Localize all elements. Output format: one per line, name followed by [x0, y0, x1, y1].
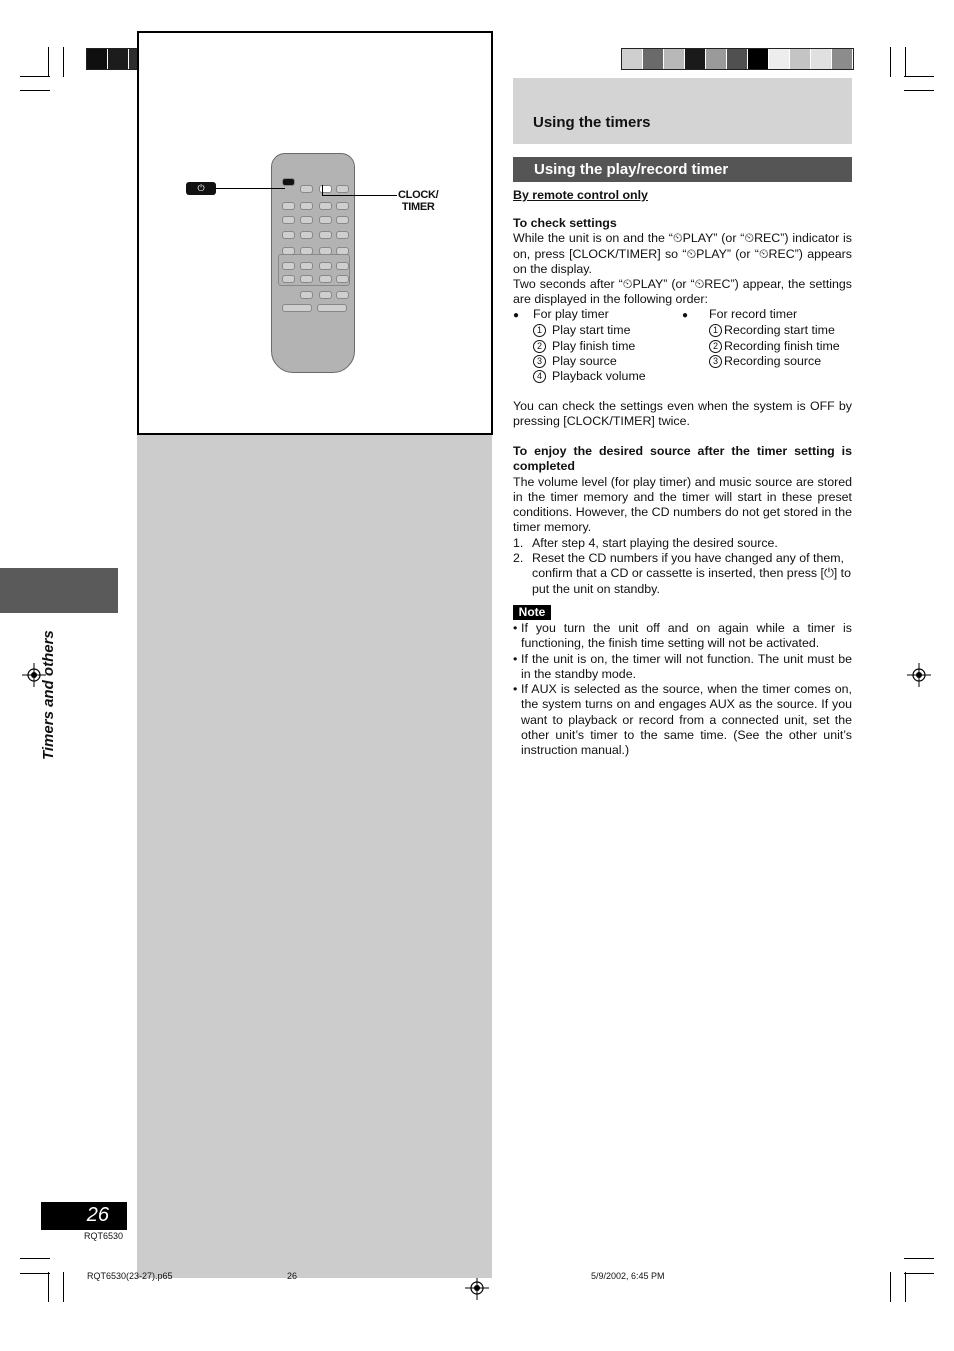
- callout-label: [398, 189, 438, 213]
- circled-number: 1: [709, 324, 722, 337]
- record-timer-list: [682, 307, 854, 369]
- color-swatch: [643, 49, 664, 69]
- enjoy-block: [513, 444, 852, 597]
- page-number: 26: [86, 1204, 109, 1226]
- circled-number: 4: [533, 370, 546, 383]
- bullet-icon: ●: [682, 310, 689, 321]
- subsection-title: Using the play/record timer: [534, 161, 729, 178]
- color-swatch: [769, 49, 790, 69]
- gray-panel: [137, 433, 492, 1278]
- check-settings-p2: Two seconds after “⏲PLAY” (or “⏲REC”) appear, the settings are displayed in the following order:: [513, 277, 852, 307]
- crop-mark: [904, 1258, 934, 1259]
- footer-datetime: 5/9/2002, 6:45 PM: [591, 1271, 665, 1281]
- list-item: 1 Recording start time: [682, 323, 854, 338]
- crop-mark: [20, 76, 50, 77]
- color-swatch: [706, 49, 727, 69]
- circled-number: 1: [533, 324, 546, 337]
- crop-mark: [904, 1273, 934, 1274]
- list-item: • If AUX is selected as the source, when the timer comes on, the system turns on and engages AUX as the source. If you want to playback or record from a connected unit, set the other unit’s timer to the same time. (See the other unit’s instruction manual.): [513, 682, 852, 758]
- color-swatch-bar-right: [621, 48, 854, 70]
- color-swatch: [622, 49, 643, 69]
- color-swatch: [790, 49, 811, 69]
- note-badge: [513, 605, 551, 620]
- list-item: 1 Play start time: [513, 323, 688, 338]
- side-tab-block: [0, 568, 118, 613]
- remote-control: [271, 153, 355, 373]
- note-label: Note: [518, 605, 546, 619]
- crop-mark: [63, 47, 64, 77]
- enjoy-paragraph: The volume level (for play timer) and music source are stored in the timer memory and the timer will start in these preset conditions. However, the CD numbers do not get stored in the timer memory.: [513, 474, 852, 535]
- color-swatch: [685, 49, 706, 69]
- list-item: 2. Reset the CD numbers if you have changed any of them, confirm that a CD or cassette is inserted, then press [⏻] to put the unit on standby.: [513, 551, 852, 596]
- callout-line-power: [216, 188, 285, 189]
- color-swatch: [664, 49, 685, 69]
- list-item: 3 Recording source: [682, 354, 854, 369]
- registration-mark-icon: [907, 663, 931, 687]
- color-swatch: [108, 49, 129, 69]
- callout-label-line2: TIMER: [401, 201, 435, 213]
- list-item: 4 Playback volume: [513, 369, 688, 384]
- circled-number: 2: [533, 340, 546, 353]
- crop-mark: [20, 90, 50, 91]
- list-item: 2 Recording finish time: [682, 339, 854, 354]
- check-settings-block: [513, 216, 852, 308]
- bullet-icon: ●: [513, 310, 520, 321]
- crop-mark: [20, 1273, 50, 1274]
- notes-list: [513, 621, 852, 759]
- list-item: ● For record timer: [682, 307, 854, 323]
- color-swatch: [832, 49, 853, 69]
- crop-mark: [904, 76, 934, 77]
- page-number-box: [41, 1202, 127, 1230]
- footer-page: 26: [287, 1271, 298, 1281]
- list-item: 1. After step 4, start playing the desired source.: [513, 535, 778, 550]
- crop-mark: [20, 1258, 50, 1259]
- callout-line-clock: [322, 195, 397, 196]
- list-item: • If the unit is on, the timer will not function. The unit must be in the standby mode.: [513, 651, 852, 681]
- crop-mark: [890, 47, 891, 77]
- color-swatch: [727, 49, 748, 69]
- enjoy-heading: To enjoy the desired source after the timer setting is completed: [513, 444, 852, 474]
- section-header: [513, 78, 852, 144]
- list-item: 3 Play source: [513, 354, 688, 369]
- check-settings-p1: While the unit is on and the “⏲PLAY” (or “⏲REC”) indicator is on, press [CLOCK/TIMER] so “⏲PLAY” (or “⏲REC”) appears on the display.: [513, 231, 852, 276]
- play-timer-list: [513, 307, 688, 384]
- subsection-header: [513, 157, 852, 182]
- check-settings-heading: To check settings: [513, 216, 617, 230]
- list-item: • If you turn the unit off and on again while a timer is functioning, the finish time setting will not be activated.: [513, 621, 852, 651]
- color-swatch: [87, 49, 108, 69]
- callout-line-clock-vertical: [322, 185, 323, 195]
- side-tab-label: Timers and others: [40, 630, 57, 760]
- section-title: Using the timers: [533, 114, 651, 131]
- crop-mark: [905, 1272, 906, 1302]
- crop-mark: [890, 1272, 891, 1302]
- list-item: 2 Play finish time: [513, 339, 688, 354]
- crop-mark: [48, 1272, 49, 1302]
- circled-number: 3: [533, 355, 546, 368]
- power-button-icon: ⏻: [186, 182, 216, 195]
- color-swatch: [811, 49, 832, 69]
- remote-only-label: By remote control only: [513, 188, 648, 202]
- crop-mark: [905, 47, 906, 77]
- steps-list: [513, 536, 852, 597]
- crop-mark: [48, 47, 49, 77]
- circled-number: 3: [709, 355, 722, 368]
- check-off-paragraph: You can check the settings even when the system is OFF by pressing [CLOCK/TIMER] twice.: [513, 399, 852, 429]
- crop-mark: [904, 90, 934, 91]
- color-swatch: [748, 49, 769, 69]
- callout-label-line1: CLOCK/: [398, 189, 439, 201]
- footer-file: RQT6530(23-27).p65: [87, 1271, 173, 1281]
- list-item: ● For play timer: [513, 307, 688, 323]
- page-code: RQT6530: [84, 1231, 124, 1241]
- crop-mark: [63, 1272, 64, 1302]
- circled-number: 2: [709, 340, 722, 353]
- registration-mark-icon: [465, 1276, 489, 1300]
